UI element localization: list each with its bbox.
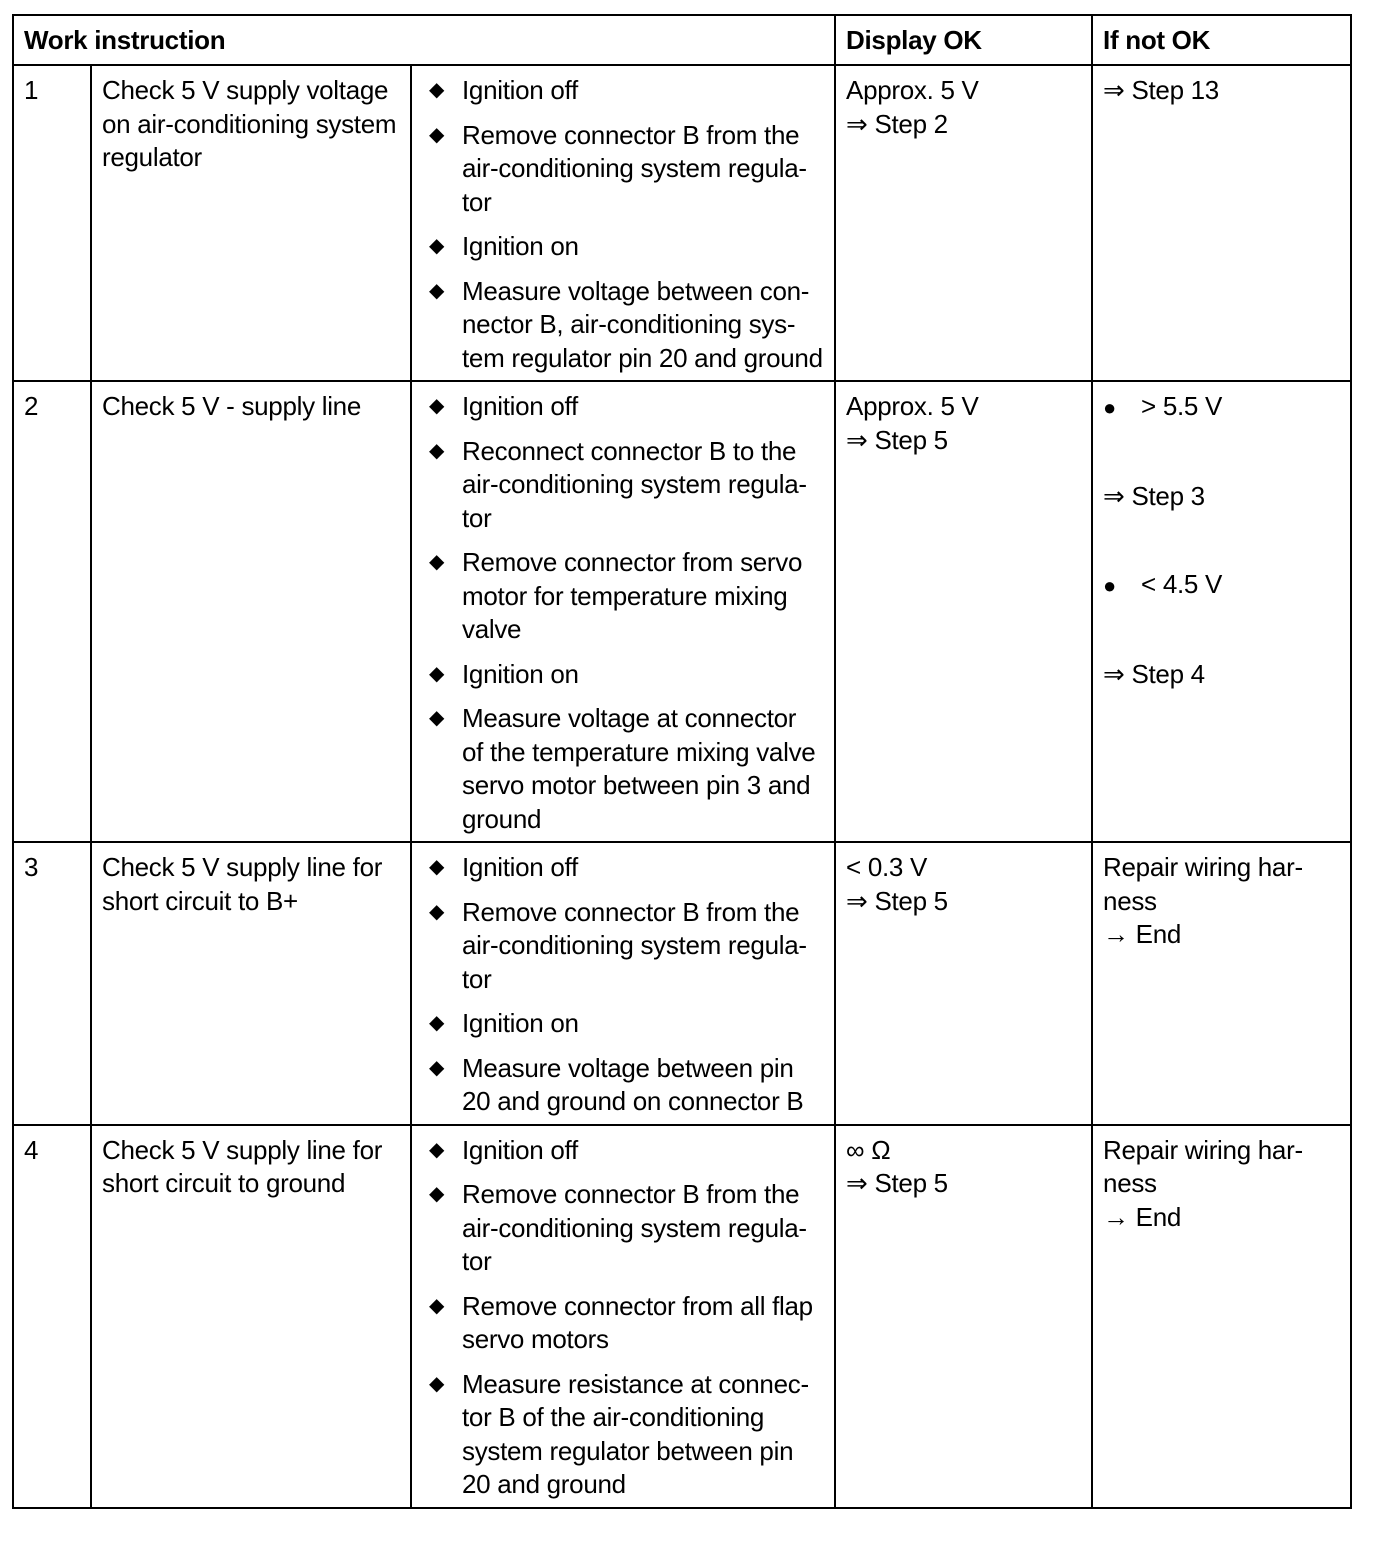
list-item: ◆ Remove connector B from the air-conditioning system regulator (429, 1179, 808, 1276)
step-description: Check 5 V supply voltage on air-conditioning system regulator (91, 65, 411, 381)
diamond-bullet-icon: ◆ (429, 1294, 445, 1317)
diamond-bullet-icon: ◆ (429, 900, 445, 923)
expected-value: Approx. 5 V (846, 75, 979, 105)
if-not-ok-cell (1092, 381, 1351, 842)
diamond-bullet-icon: ◆ (429, 707, 445, 729)
list-item: ◆ Measure resistance at connector B of the air-conditioning system regulator between pin 20 and ground (429, 1368, 810, 1499)
expected-value: ∞ Ω (846, 1134, 891, 1165)
header-work-instruction: Work instruction (13, 15, 835, 65)
display-ok-cell (835, 842, 1092, 1125)
diamond-bullet-icon: ◆ (429, 123, 445, 146)
list-item: ◆ Ignition off (422, 851, 824, 885)
condition-item (1103, 568, 1340, 603)
expected-value: Approx. 5 V (846, 391, 979, 421)
step-number: 3 (13, 842, 91, 1125)
step-instructions (411, 65, 835, 381)
display-ok-cell (835, 381, 1092, 842)
diamond-bullet-icon: ◆ (429, 235, 445, 257)
diamond-bullet-icon: ◆ (429, 1056, 445, 1079)
step-description: Check 5 V supply line for short circuit to B+ (91, 842, 411, 1125)
display-ok-cell (835, 1125, 1092, 1508)
diamond-bullet-icon: ◆ (429, 395, 445, 417)
table-row (13, 65, 1351, 381)
table-row (13, 1125, 1351, 1508)
next-step: → End (1103, 1201, 1182, 1232)
list-item: ◆ Ignition on (422, 230, 824, 264)
next-step: ⇒ Step 5 (846, 885, 948, 916)
if-not-ok-cell (1092, 65, 1351, 381)
repair-action: Repair wiring harness (1103, 852, 1304, 916)
condition-item (1103, 390, 1340, 425)
diamond-bullet-icon: ◆ (429, 856, 445, 878)
diamond-bullet-icon: ◆ (429, 662, 445, 685)
work-instruction-table (12, 14, 1352, 1509)
list-item: ◆ Remove connector B from the air-conditioning system regulator (429, 896, 808, 994)
list-item: ◆ Ignition off (422, 1134, 824, 1168)
diamond-bullet-icon: ◆ (429, 79, 445, 101)
header-if-not-ok: If not OK (1092, 15, 1351, 65)
step-description: Check 5 V supply line for short circuit to ground (91, 1125, 411, 1508)
condition-value: < 4.5 V (1141, 569, 1223, 599)
header-row (13, 15, 1351, 65)
table-row (13, 381, 1351, 842)
condition-value: > 5.5 V (1141, 391, 1223, 421)
bullet-dot-icon: ● (1103, 395, 1117, 420)
list-item: ◆ Ignition on (422, 658, 824, 692)
next-step: ⇒ Step 5 (846, 424, 948, 455)
display-ok-cell (835, 65, 1092, 381)
repair-action: Repair wiring harness (1103, 1134, 1304, 1198)
diamond-bullet-icon: ◆ (429, 1012, 445, 1034)
table-row (13, 842, 1351, 1125)
step-number: 1 (13, 65, 91, 381)
step-instructions (411, 381, 835, 842)
list-item: ◆ Ignition off (422, 390, 824, 424)
next-step: ⇒ Step 5 (846, 1168, 948, 1198)
step-number: 4 (13, 1125, 91, 1508)
diamond-bullet-icon: ◆ (429, 279, 445, 302)
list-item: ◆ Remove connector from all flap servo motors (429, 1290, 813, 1354)
list-item: ◆ Reconnect connector B to the air-conditioning system regulator (429, 435, 808, 533)
diamond-bullet-icon: ◆ (429, 551, 445, 573)
list-item: ◆ Measure voltage at connector of the temperature mixing valve servo motor between pin 3 and ground (429, 703, 816, 834)
step-instructions (411, 842, 835, 1125)
diamond-bullet-icon: ◆ (429, 1138, 445, 1161)
list-item: ◆ Measure voltage between connector B, air-conditioning system regulator pin 20 and ground (429, 275, 823, 373)
next-step: ⇒ Step 2 (846, 108, 948, 139)
list-item: ◆ Ignition on (422, 1007, 824, 1041)
expected-value: < 0.3 V (846, 852, 928, 882)
next-step: ⇒ Step 4 (1103, 658, 1205, 689)
list-item: ◆ Remove connector from servo motor for temperature mixing valve (429, 547, 803, 644)
step-instructions (411, 1125, 835, 1508)
next-step: ⇒ Step 3 (1103, 480, 1205, 511)
list-item: ◆ Ignition off (422, 74, 824, 108)
list-item: ◆ Remove connector B from the air-conditioning system regulator (429, 119, 808, 217)
list-item: ◆ Measure voltage between pin 20 and ground on connector B (429, 1052, 804, 1116)
diamond-bullet-icon: ◆ (429, 439, 445, 462)
next-step: → End (1103, 919, 1182, 949)
diamond-bullet-icon: ◆ (429, 1372, 445, 1395)
step-description: Check 5 V - supply line (91, 381, 411, 842)
step-number: 2 (13, 381, 91, 842)
if-not-ok-cell (1092, 842, 1351, 1125)
bullet-dot-icon: ● (1103, 573, 1117, 598)
header-display-ok: Display OK (835, 15, 1092, 65)
diamond-bullet-icon: ◆ (429, 1183, 445, 1205)
next-step: ⇒ Step 13 (1103, 75, 1219, 105)
if-not-ok-cell (1092, 1125, 1351, 1508)
